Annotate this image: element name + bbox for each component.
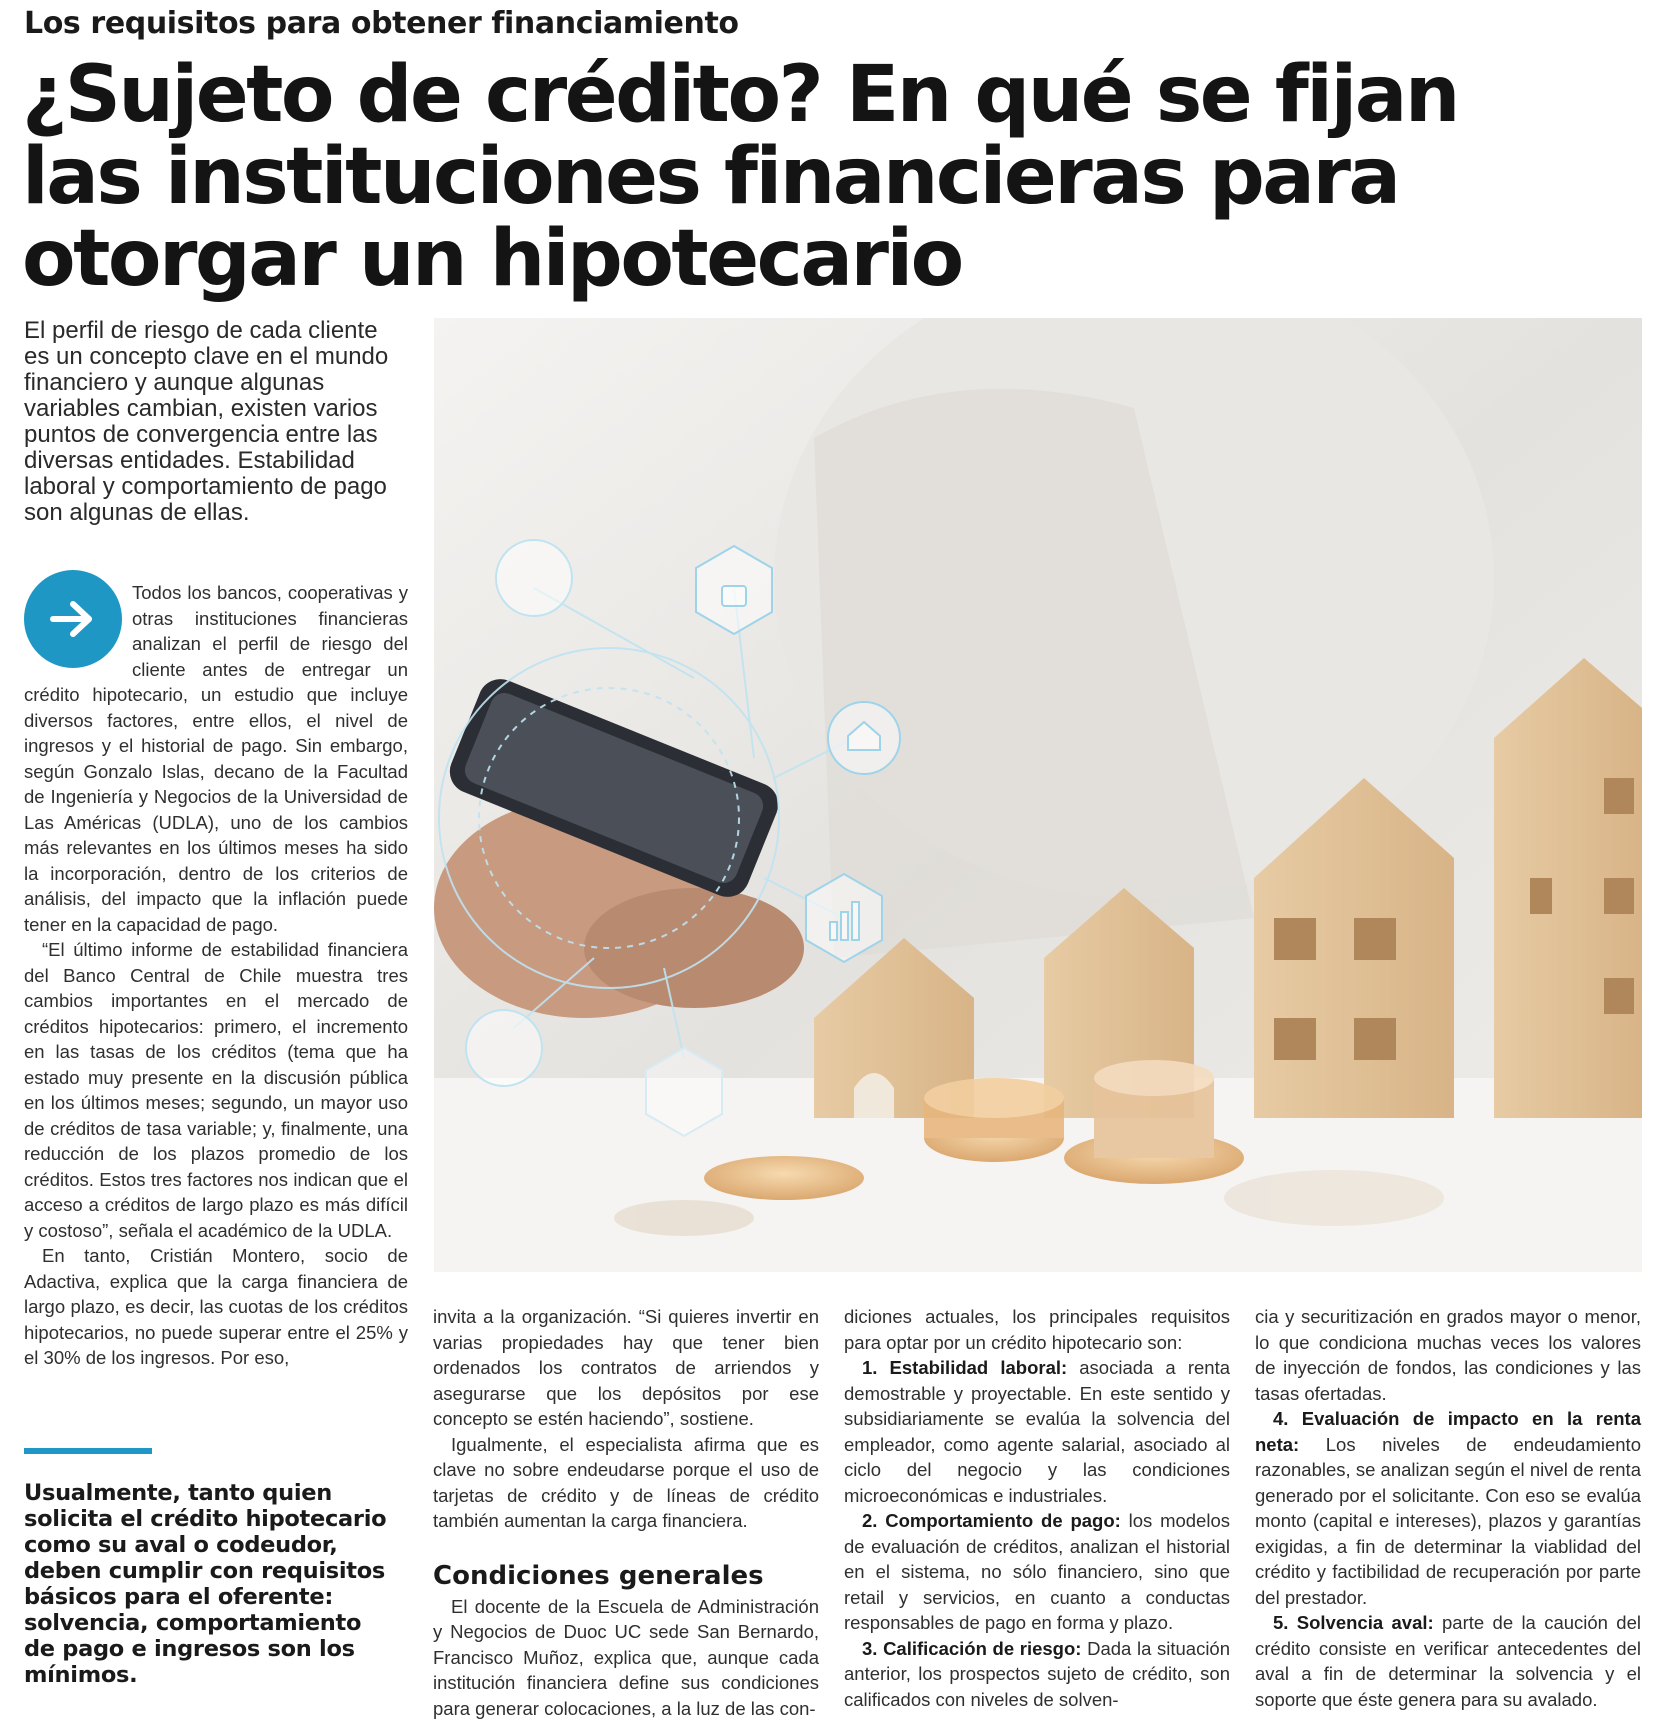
body-paragraph: Igualmente, el especialista afirma que es clave no sobre endeudarse porque el uso de tarjetas de crédito y de líneas de crédito también aumentan la carga financiera. bbox=[433, 1433, 819, 1531]
cloud-icon bbox=[496, 540, 572, 616]
requirement-text: asociada a renta demostrable y proyectable. En este sentido y subsidiariamente se evalúa la solvencia del empleador, como agente salarial, asociado al ciclo del negocio y las condiciones microeconómicas e industriales. bbox=[844, 1357, 1230, 1506]
body-paragraph: Todos los bancos, cooperativas y otras instituciones financieras analizan el perfil de riesgo del cliente antes de entregar un crédito hipotecario, un estudio que incluye diversos factores, entre ellos, el nivel de ingresos y el historial de pago. Sin embargo, según Gonzalo Islas, decano de la Facultad de Ingeniería y Negocios de la Universidad de Las Américas (UDLA), uno de los cambios más relevantes en los últimos meses ha sido la incorporación, dentro de los criterios de análisis, del impacto que la inflación puede tener en la capacidad de pago. bbox=[24, 582, 408, 935]
column-4 bbox=[1255, 1304, 1641, 1712]
body-paragraph: diciones actuales, los principales requisitos para optar por un crédito hipotecario son: bbox=[844, 1306, 1230, 1353]
pullquote-rule bbox=[24, 1448, 152, 1454]
body-paragraph: En tanto, Cristián Montero, socio de Adactiva, explica que la carga financiera de largo plazo, es decir, las cuotas de los créditos hipotecarios, no puede superar entre el 25% y el 30% de los ingresos. Por eso, bbox=[24, 1245, 408, 1368]
pullquote: Usualmente, tanto quien solicita el crédito hipotecario como su aval o codeudor, deben cumplir con requisitos básicos para el oferente: solvencia, comportamiento de pago e ingresos son los mínimos. bbox=[24, 1480, 387, 1688]
requirement-item bbox=[844, 1355, 1230, 1508]
requirement-title: 3. Calificación de riesgo: bbox=[862, 1637, 1082, 1659]
requirement-item bbox=[1255, 1406, 1641, 1610]
article-photo bbox=[434, 318, 1642, 1272]
wifi-icon bbox=[466, 1010, 542, 1086]
article-kicker: Los requisitos para obtener financiamiento bbox=[24, 6, 739, 41]
requirement-title: 5. Solvencia aval: bbox=[1273, 1612, 1434, 1633]
requirement-title: 2. Comportamiento de pago: bbox=[862, 1510, 1121, 1531]
body-paragraph: “El último informe de estabilidad financiera del Banco Central de Chile muestra tres cambios importantes en el mercado de créditos hipotecarios: primero, el incremento en las tasas de los créditos (tema que ha estado muy presente en la discusión pública en los últimos meses; segundo, un mayor uso de créditos de tasa variable; y, finalmente, una reducción de los plazos promedio de los créditos. Estos tres factores nos indican que el acceso a créditos de largo plazo es más difícil y costoso”, señala el académico de la UDLA. bbox=[24, 939, 408, 1241]
body-paragraph: cia y securitización en grados mayor o menor, lo que condiciona muchas veces los valores de inyección de fondos, las condiciones y las tasas ofertadas. bbox=[1255, 1306, 1641, 1404]
column-1 bbox=[24, 580, 408, 1371]
headline-line-1: ¿Sujeto de crédito? En qué se fijan bbox=[22, 50, 1458, 140]
requirement-item bbox=[1255, 1610, 1641, 1712]
article-lead: El perfil de riesgo de cada cliente es un concepto clave en el mundo financiero y aunque algunas variables cambian, existen varios puntos de convergencia entre las diversas entidades. Estabilidad laboral y comportamiento de pago son algunas de ellas. bbox=[24, 317, 389, 526]
requirement-item bbox=[844, 1636, 1230, 1713]
home-icon bbox=[828, 702, 900, 774]
requirement-title: 4. Evaluación de impacto en la renta neta: bbox=[1255, 1408, 1641, 1455]
body-paragraph: invita a la organización. “Si quieres invertir en varias propiedades hay que tener bien ordenados los contratos de arriendos y asegurarse que los depósitos por ese concepto se estén haciendo”, sostiene. bbox=[433, 1306, 819, 1429]
requirement-text: Dada la situación anterior, los prospectos sujeto de crédito, son calificados con niveles de solven- bbox=[844, 1637, 1231, 1710]
article-headline bbox=[22, 50, 1562, 304]
headline-line-3: otorgar un hipotecario bbox=[22, 214, 962, 304]
requirement-text: los modelos de evaluación de créditos, analizan el historial en el sistema, no sólo financiero, sino que retail y servicios, en cuanto a conductas responsables de pago en forma y plazo. bbox=[844, 1510, 1230, 1633]
requirement-item bbox=[844, 1508, 1230, 1636]
requirement-title: 1. Estabilidad laboral: bbox=[862, 1357, 1068, 1378]
body-paragraph: El docente de la Escuela de Administración y Negocios de Duoc UC sede San Bernardo, Francisco Muñoz, explica que, aunque cada institución financiera define sus condiciones para generar colocaciones, a la luz de las con- bbox=[433, 1595, 819, 1719]
column-2 bbox=[433, 1304, 819, 1721]
column-3 bbox=[844, 1304, 1230, 1712]
arrow-right-icon bbox=[24, 570, 122, 668]
headline-line-2: las instituciones financieras para bbox=[22, 132, 1399, 222]
section-subhead: Condiciones generales bbox=[433, 1560, 764, 1591]
requirement-text: Los niveles de endeudamiento razonables, se analizan según el nivel de renta generado por el solicitante. Con eso se evalúa monto (capital e intereses), plazos y garantías exigidas, a fin de determinar la viablidad del crédito y factibilidad de recuperación por parte del prestador. bbox=[1255, 1433, 1641, 1608]
requirement-text: parte de la caución del crédito consiste en verificar antecedentes del aval a fin de determinar la solvencia y el soporte que éste genera para su avalado. bbox=[1255, 1612, 1641, 1710]
